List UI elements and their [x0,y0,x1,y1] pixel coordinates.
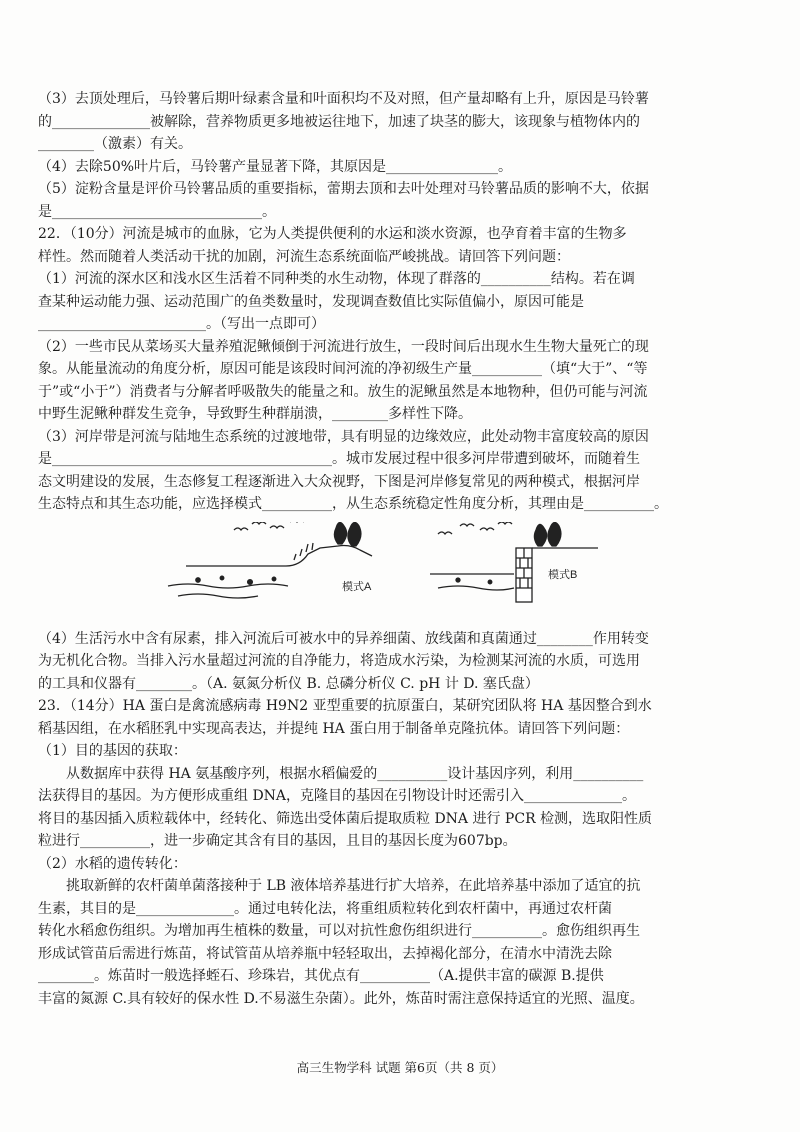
text-line: 从数据库中获得 HA 氨基酸序列，根据水稻偏爱的__________设计基因序列，利用__________ [66,765,644,782]
pebble [488,580,492,584]
text-line: （4）生活污水中含有尿素，排入河流后可被水中的异养细菌、放线菌和真菌通过________作用转变 [38,630,649,647]
text-line: （2）一些市民从菜场买大量养殖泥鳅倾倒于河流进行放生，一段时间后出现水生生物大量死亡的现 [38,338,649,355]
text-line: 是________________________________________。城市发展过程中很多河岸带遭到破坏，而随着生 [38,451,640,467]
text-line: 中野生泥鳅种群发生竞争，导致野生种群崩溃，________多样性下降。 [38,406,472,422]
pebble [248,579,253,584]
text-line: （3）河岸带是河流与陆地生态系统的过渡地带，具有明显的边缘效应，此处动物丰富度较高的原因 [38,428,649,445]
text-line: 态文明建设的发展，生态修复工程逐渐进入大众视野，下图是河岸修复常见的两种模式，根据河岸 [38,473,640,490]
text-line: 粒进行__________，进一步确定其含有目的基因，且目的基因长度为607bp。 [38,833,517,849]
text-line: 法获得目的基因。为方便形成重组 DNA，克隆目的基因在引物设计时还需引入______________。 [38,788,637,804]
text-line: 将目的基因插入质粒载体中，经转化、筛选出受体菌后提取质粒 DNA 进行 PCR 检测，选取阳性质 [38,810,653,827]
tree-icon [348,522,361,546]
text-line: 于”或“小于”）消费者与分解者呼吸散失的能量之和。放生的泥鳅虽然是本地物种，但仍可能与河流 [38,383,648,400]
bird-icon [460,524,474,526]
text-line: ________（激素）有关。 [38,136,192,152]
text-line: 转化水稻愈伤组织。为增加再生植株的数量，可以对抗性愈伤组织进行__________。愈伤组织再生 [38,923,640,939]
text-line: 形成试管苗后需进行炼苗，将试管苗从培养瓶中轻轻取出，去掉褐化部分，在清水中清洗去除 [38,945,612,962]
tree-icon [548,522,561,546]
water-line [168,584,288,588]
text-line: 为无机化合物。当排入污水量超过河流的自净能力，将造成水污染，为检测某河流的水质，可选用 [38,653,640,669]
text-line: 挑取新鲜的农杆菌单菌落接种于 LB 液体培养基进行扩大培养，在此培养基中添加了适宜的抗 [66,878,641,894]
page-footer: 高三生物学科 试题 第6页（共 8 页） [296,1060,504,1075]
text-line: ________________________。（写出一点即可） [38,316,325,332]
tree-icon [534,524,546,546]
text-line: （2）水稻的遗传转化： [38,855,187,872]
water-line [438,586,514,590]
mode-b-illustration [430,522,598,602]
pebble [220,576,224,580]
riverbank-diagram [38,522,760,622]
bird-icon [438,532,452,534]
question-23-heading: 23．（14分）HA 蛋白是禽流感病毒 H9N2 亚型重要的抗原蛋白，某研究团队将 HA 基因整合到水 [38,698,652,714]
text-line: （1）目的基因的获取： [38,743,187,759]
text-line: 丰富的氮源 C.具有较好的保水性 D.不易滋生杂菌）。此外，炼苗时需注意保持适宜的光照、温度。 [38,990,644,1007]
text-line: 稻基因组，在水稻胚乳中实现高表达，并提纯 HA 蛋白用于制备单克隆抗体。请回答下列问题： [38,720,630,737]
text-line: 是______________________________。 [38,203,276,220]
text-line: 查某种运动能力强、运动范围广的鱼类数量时，发现调查数值比实际值偏小，原因可能是 [38,293,584,310]
mode-a-label: 模式A [342,580,372,593]
bird-icon [234,528,248,530]
text-line: （3）去顶处理后，马铃薯后期叶绿素含量和叶面积均不及对照，但产量却略有上升，原因是马铃薯 [38,91,649,107]
question-22-heading: 22．（10分）河流是城市的血脉，它为人类提供便利的水运和淡水资源，也孕育着丰富的生物多 [38,226,627,242]
riverbank-slope [186,545,372,566]
mode-b-label: 模式B [548,568,578,581]
bird-icon [480,528,494,530]
bird-icon [252,522,266,524]
text-line: 的______________被解除，营养物质更多地被运往地下，加速了块茎的膨大，该现象与植物体内的 [38,113,640,130]
pebble [196,577,200,581]
text-line: （4）去除50%叶片后，马铃薯产量显著下降，其原因是________________。 [38,158,513,175]
text-line: 生态特点和其生态功能，应选择模式__________，从生态系统稳定性角度分析，其理由是__________。 [38,496,668,512]
text-line: 的工具和仪器有________。（A. 氨氮分析仪 B. 总磷分析仪 C. pH 计 D. 塞氏盘） [38,675,539,692]
text-line: ________。炼苗时一般选择蛭石、珍珠岩，其优点有__________（A.提供丰富的碳源 B.提供 [38,968,604,984]
riverbank-figure [38,522,760,622]
text-line: （1）河流的深水区和浅水区生活着不同种类的水生动物，体现了群落的__________结构。若在调 [38,271,635,287]
pebble [272,577,276,581]
text-line: 象。从能量流动的角度分析，原因可能是该段时间河流的净初级生产量__________（填“大于”、“等 [38,361,648,377]
text-line: 生素，其目的是______________。通过电转化法，将重组质粒转化到农杆菌中，再通过农杆菌 [38,900,612,917]
tree-icon [334,522,346,544]
text-line: （5）淀粉含量是评价马铃薯品质的重要指标，蕾期去顶和去叶处理对马铃薯品质的影响不大，依据 [38,181,649,197]
page-content [38,88,760,1010]
pebble [456,578,460,582]
bird-icon [498,522,512,524]
bird-icon [270,526,284,528]
grass [294,543,313,560]
water-line [178,594,258,598]
text-line: 样性。然而随着人类活动干扰的加剧，河流生态系统面临严峻挑战。请回答下列问题： [38,248,570,265]
